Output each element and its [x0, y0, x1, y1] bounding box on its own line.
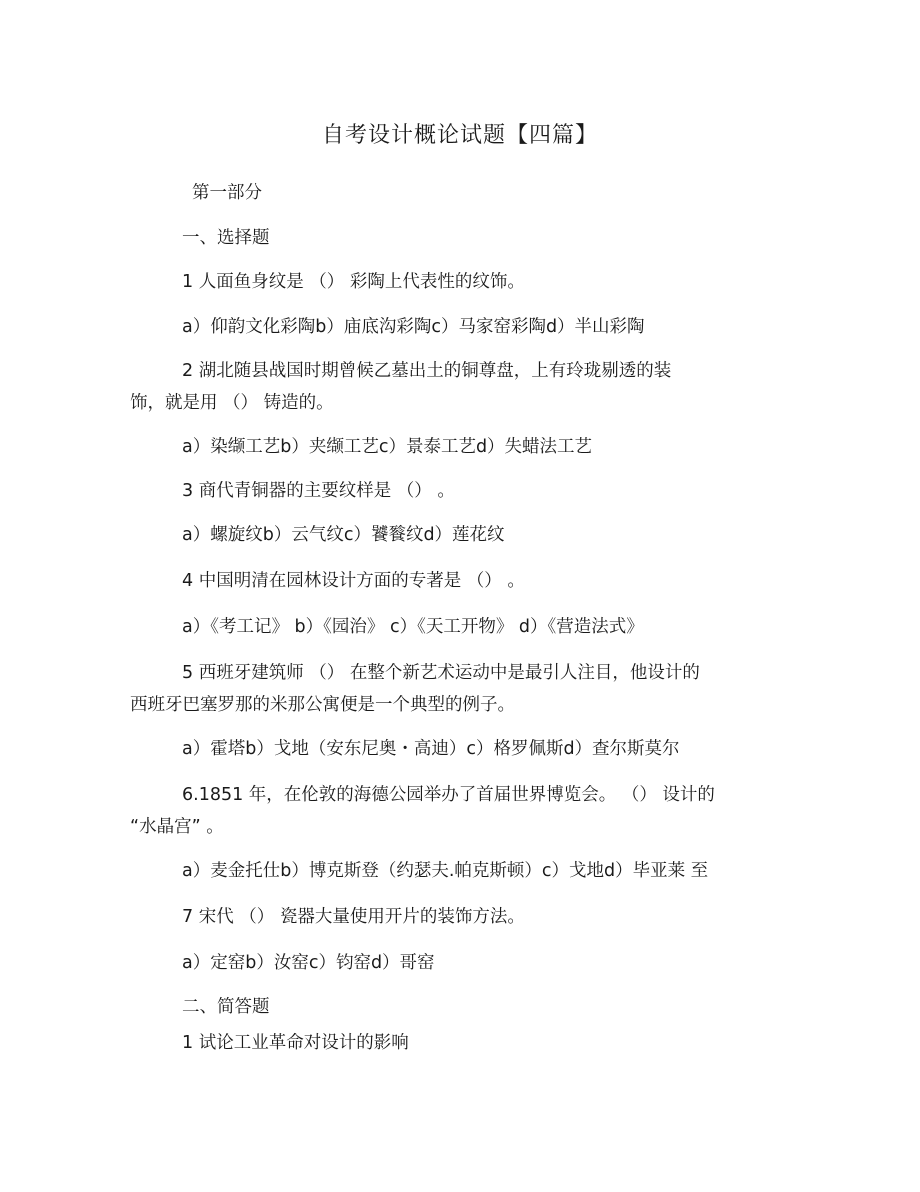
question-5-line-2: 西班牙巴塞罗那的米那公寓便是一个典型的例子。: [130, 695, 515, 715]
question-5-line-1: 5 西班牙建筑师 （） 在整个新艺术运动中是最引人注目，他设计的: [182, 663, 700, 683]
question-6-line-1: 6.1851 年，在伦敦的海德公园举办了首届世界博览会。 （） 设计的: [182, 785, 715, 805]
question-4: 4 中国明清在园林设计方面的专著是 （） 。: [182, 571, 525, 591]
section-heading-short-answer: 二、简答题: [182, 997, 270, 1017]
question-1: 1 人面鱼身纹是 （） 彩陶上代表性的纹饰。: [182, 272, 525, 292]
answer-options-1: a）仰韵文化彩陶b）庙底沟彩陶c）马家窑彩陶d）半山彩陶: [182, 317, 645, 337]
answer-options-3: a）螺旋纹b）云气纹c）饕餮纹d）莲花纹: [182, 525, 505, 545]
question-2-line-2: 饰，就是用 （） 铸造的。: [130, 393, 334, 413]
question-6-line-2: “水晶宫” 。: [130, 817, 224, 837]
question-2-line-1: 2 湖北随县战国时期曾候乙墓出土的铜尊盘，上有玲珑剔透的装: [182, 361, 672, 381]
short-answer-question-1: 1 试论工业革命对设计的影响: [182, 1033, 409, 1053]
question-3: 3 商代青铜器的主要纹样是 （） 。: [182, 481, 455, 501]
section-heading-choice: 一、选择题: [182, 228, 270, 248]
answer-options-6: a）麦金托仕b）博克斯登（约瑟夫.帕克斯顿）c）戈地d）毕亚莱 至: [182, 861, 709, 881]
part-heading: 第一部分: [192, 183, 262, 203]
answer-options-4: a）《考工记》 b）《园治》 c）《天工开物》 d）《营造法式》: [182, 617, 644, 637]
question-7: 7 宋代 （） 瓷器大量使用开片的装饰方法。: [182, 907, 525, 927]
answer-options-5: a）霍塔b）戈地（安东尼奥・高迪）c）格罗佩斯d）查尔斯莫尔: [182, 739, 680, 759]
answer-options-2: a）染缬工艺b）夹缬工艺c）景泰工艺d）失蜡法工艺: [182, 437, 593, 457]
page-title: 自考设计概论试题【四篇】: [321, 123, 598, 148]
answer-options-7: a）定窑b）汝窑c）钧窑d）哥窑: [182, 953, 435, 973]
